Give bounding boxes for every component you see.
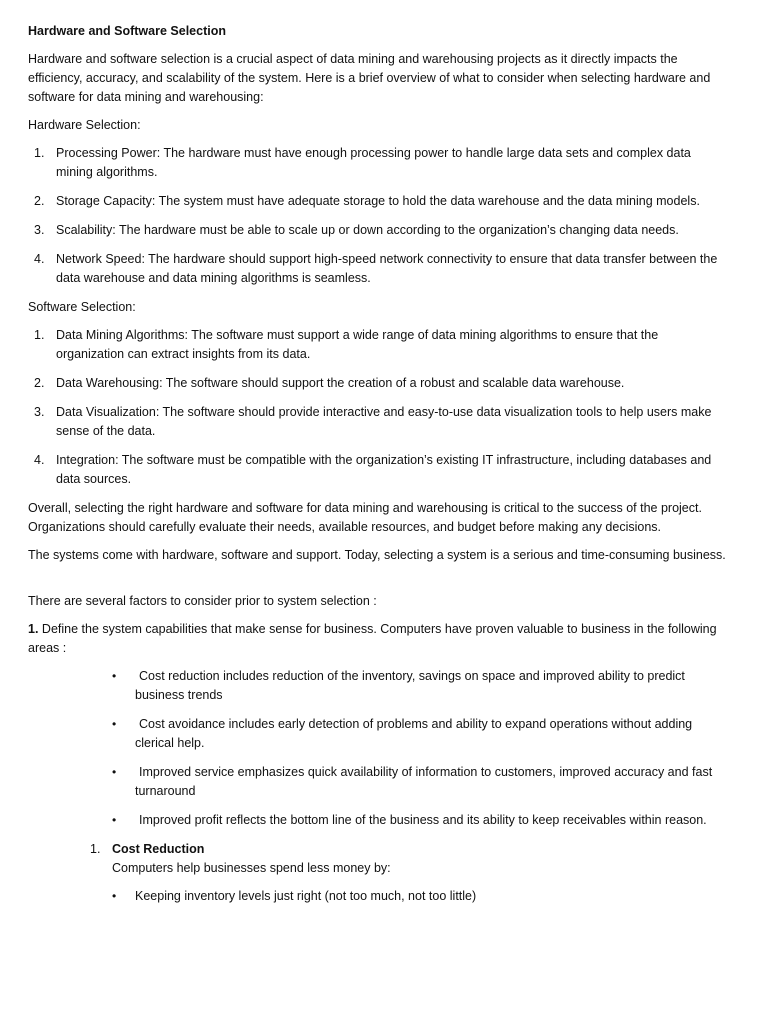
intro-paragraph: Hardware and software selection is a crucial aspect of data mining and warehousing projects as it directly impacts the efficiency, accuracy, and scalability of the system. Here is a brief overview of what to consider when selecting hardware and software for data mining and warehousing: (28, 52, 711, 104)
list-number: 1. (34, 328, 45, 342)
list-item (28, 715, 728, 753)
software-list (28, 326, 728, 489)
systems-paragraph: The systems come with hardware, software and support. Today, selecting a system is a serious and time-consuming business. (28, 548, 726, 562)
define-number: 1. (28, 622, 39, 636)
list-number: 4. (34, 252, 45, 266)
list-item (28, 667, 728, 705)
define-text: Define the system capabilities that make sense for business. Computers have proven valuable to business in the following areas : (28, 622, 717, 655)
list-item (28, 403, 728, 441)
list-item (28, 763, 728, 801)
list-text: Integration: The software must be compatible with the organization’s existing IT infrastructure, including databases and data sources. (56, 453, 712, 486)
cost-reduction-section (28, 840, 728, 878)
list-item (28, 451, 728, 489)
list-item (28, 144, 728, 182)
list-text: Storage Capacity: The system must have adequate storage to hold the data warehouse and the data mining models. (56, 194, 700, 208)
list-text: Cost reduction includes reduction of the inventory, savings on space and improved ability to predict business trends (135, 669, 685, 702)
list-number: 4. (34, 453, 45, 467)
list-number: 3. (34, 223, 45, 237)
define-paragraph (28, 620, 728, 658)
areas-list (28, 667, 728, 830)
bullet-icon: • (112, 889, 117, 903)
cost-reduction-list (28, 887, 728, 906)
list-text: Scalability: The hardware must be able to scale up or down according to the organization’s changing data needs. (56, 223, 679, 237)
list-text: Cost avoidance includes early detection of problems and ability to expand operations without adding clerical help. (135, 717, 693, 750)
spacer (28, 574, 728, 592)
bullet-icon: • (112, 813, 117, 827)
list-number: 1. (34, 146, 45, 160)
list-number: 2. (34, 194, 45, 208)
list-text: Keeping inventory levels just right (not too much, not too little) (135, 889, 477, 903)
list-item (28, 221, 728, 240)
cost-reduction-heading: Cost Reduction (112, 842, 205, 856)
hardware-list (28, 144, 728, 288)
list-number: 1. (90, 842, 101, 856)
cost-reduction-text: Computers help businesses spend less money by: (112, 861, 391, 875)
list-number: 2. (34, 376, 45, 390)
bullet-icon: • (112, 669, 117, 683)
list-text: Processing Power: The hardware must have enough processing power to handle large data sets and complex data mining algorithms. (56, 146, 691, 179)
list-text: Data Visualization: The software should provide interactive and easy-to-use data visualization tools to help users make sense of the data. (56, 405, 712, 438)
bullet-icon: • (112, 717, 117, 731)
list-item (28, 887, 728, 906)
software-heading: Software Selection: (28, 300, 136, 314)
page-title: Hardware and Software Selection (28, 24, 226, 38)
factors-paragraph: There are several factors to consider prior to system selection : (28, 594, 377, 608)
bullet-icon: • (112, 765, 117, 779)
document-page (28, 22, 728, 916)
list-item (28, 326, 728, 364)
list-text: Improved service emphasizes quick availability of information to customers, improved accuracy and fast turnaround (135, 765, 713, 798)
overall-paragraph: Overall, selecting the right hardware and software for data mining and warehousing is critical to the success of the project. Organizations should carefully evaluate their needs, available resources, and budget before making any decisions. (28, 501, 702, 534)
list-item (28, 250, 728, 288)
list-text: Network Speed: The hardware should support high-speed network connectivity to ensure that data transfer between the data warehouse and data mining algorithms is seamless. (56, 252, 718, 285)
list-item (28, 811, 728, 830)
list-text: Data Mining Algorithms: The software must support a wide range of data mining algorithms to ensure that the organization can extract insights from its data. (56, 328, 659, 361)
list-text: Improved profit reflects the bottom line of the business and its ability to keep receivables within reason. (139, 813, 707, 827)
hardware-heading: Hardware Selection: (28, 118, 141, 132)
list-item (28, 374, 728, 393)
list-number: 3. (34, 405, 45, 419)
list-text: Data Warehousing: The software should support the creation of a robust and scalable data warehouse. (56, 376, 625, 390)
list-item (28, 192, 728, 211)
